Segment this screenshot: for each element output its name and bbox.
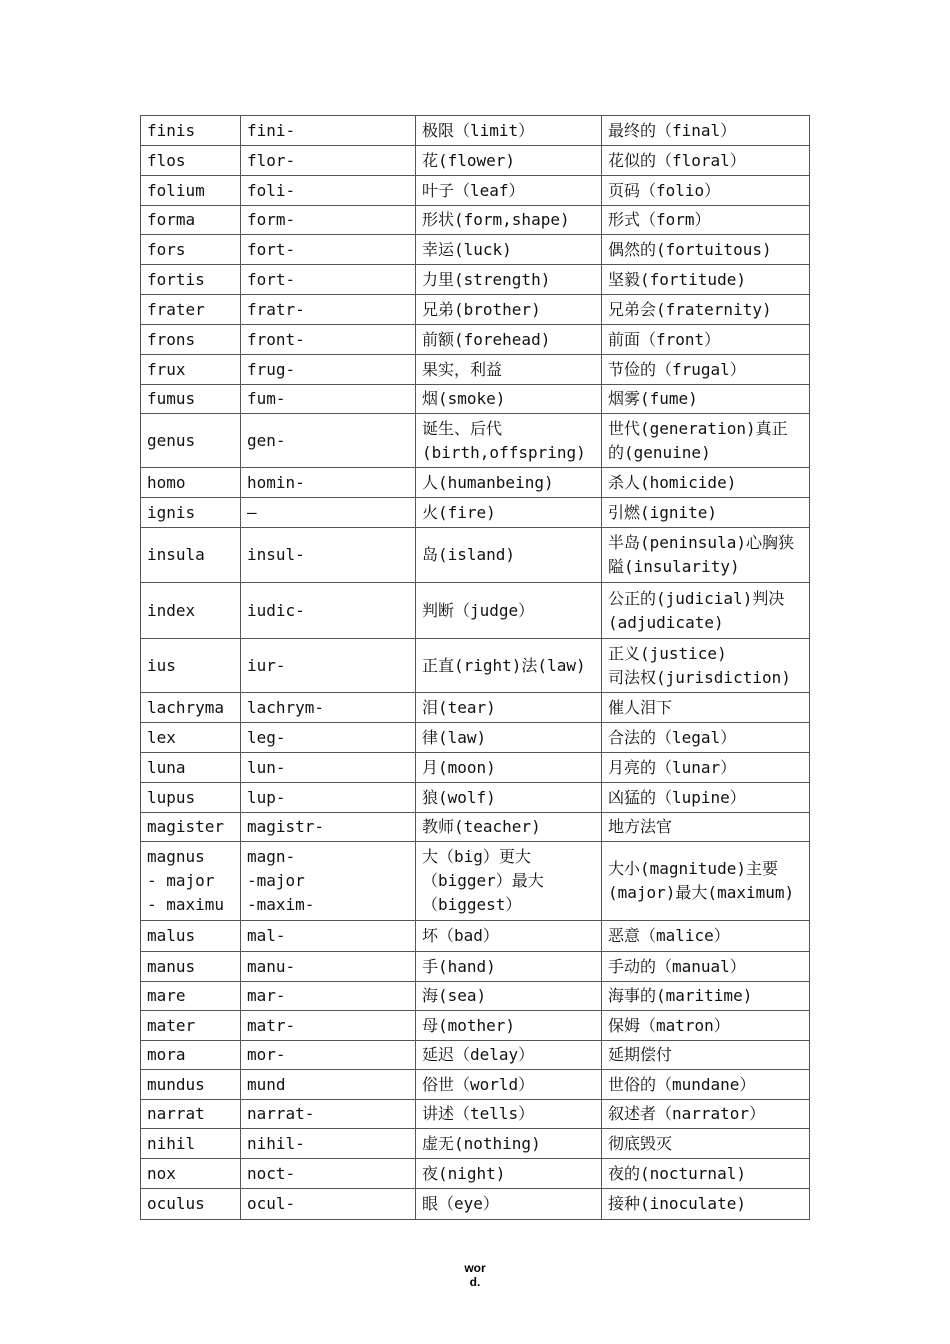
table-row — [141, 235, 810, 265]
cell-derivative: 世俗的（mundane） — [602, 1070, 810, 1100]
cell-meaning: 俗世（world） — [416, 1070, 602, 1100]
cell-meaning: 律(law) — [416, 723, 602, 753]
cell-root: — — [241, 498, 416, 528]
cell-root: gen- — [241, 414, 416, 468]
table-row — [141, 385, 810, 414]
cell-derivative: 前面（front） — [602, 325, 810, 355]
cell-meaning: 形状(form,shape) — [416, 206, 602, 235]
cell-root: narrat- — [241, 1100, 416, 1129]
cell-root: mal- — [241, 921, 416, 952]
table-row — [141, 753, 810, 783]
cell-root: frug- — [241, 355, 416, 385]
cell-latin-word: oculus — [141, 1189, 241, 1220]
cell-latin-word: frater — [141, 295, 241, 325]
cell-root: lun- — [241, 753, 416, 783]
table-row — [141, 265, 810, 295]
cell-latin-word: frons — [141, 325, 241, 355]
cell-meaning: 力里(strength) — [416, 265, 602, 295]
cell-meaning: 眼（eye） — [416, 1189, 602, 1220]
cell-meaning: 火(fire) — [416, 498, 602, 528]
cell-root: mar- — [241, 982, 416, 1011]
table-row — [141, 528, 810, 583]
cell-meaning: 叶子（leaf） — [416, 176, 602, 206]
cell-meaning: 判断（judge） — [416, 583, 602, 639]
vocabulary-table-body — [141, 116, 810, 1220]
cell-latin-word: nihil — [141, 1129, 241, 1159]
cell-derivative: 恶意（malice） — [602, 921, 810, 952]
cell-latin-word: folium — [141, 176, 241, 206]
cell-meaning: 夜(night) — [416, 1159, 602, 1189]
cell-root: iur- — [241, 639, 416, 693]
table-row — [141, 583, 810, 639]
table-row — [141, 783, 810, 813]
cell-derivative: 世代(generation)真正的(genuine) — [602, 414, 810, 468]
cell-latin-word: malus — [141, 921, 241, 952]
cell-latin-word: mora — [141, 1041, 241, 1070]
cell-root: lup- — [241, 783, 416, 813]
cell-latin-word: index — [141, 583, 241, 639]
cell-derivative: 海事的(maritime) — [602, 982, 810, 1011]
cell-latin-word: frux — [141, 355, 241, 385]
page-footer: wor d. — [464, 1261, 486, 1289]
table-row — [141, 639, 810, 693]
cell-meaning: 月(moon) — [416, 753, 602, 783]
cell-derivative: 地方法官 — [602, 813, 810, 842]
cell-root: flor- — [241, 146, 416, 176]
table-row — [141, 1159, 810, 1189]
cell-meaning: 诞生、后代 (birth,offspring) — [416, 414, 602, 468]
cell-meaning: 幸运(luck) — [416, 235, 602, 265]
cell-derivative: 保姆（matron） — [602, 1011, 810, 1041]
cell-latin-word: finis — [141, 116, 241, 146]
cell-derivative: 偶然的(fortuitous) — [602, 235, 810, 265]
cell-derivative: 大小(magnitude)主要(major)最大(maximum) — [602, 842, 810, 921]
cell-latin-word: nox — [141, 1159, 241, 1189]
table-row — [141, 1011, 810, 1041]
cell-meaning: 手(hand) — [416, 952, 602, 982]
table-row — [141, 1100, 810, 1129]
cell-meaning: 极限（limit） — [416, 116, 602, 146]
table-row — [141, 498, 810, 528]
cell-latin-word: ius — [141, 639, 241, 693]
cell-root: homin- — [241, 468, 416, 498]
table-row — [141, 176, 810, 206]
cell-root: noct- — [241, 1159, 416, 1189]
cell-root: front- — [241, 325, 416, 355]
cell-root: manu- — [241, 952, 416, 982]
cell-derivative: 催人泪下 — [602, 693, 810, 723]
cell-latin-word: homo — [141, 468, 241, 498]
cell-meaning: 烟(smoke) — [416, 385, 602, 414]
cell-meaning: 前额(forehead) — [416, 325, 602, 355]
cell-latin-word: flos — [141, 146, 241, 176]
cell-meaning: 讲述（tells） — [416, 1100, 602, 1129]
cell-root: foli- — [241, 176, 416, 206]
table-row — [141, 952, 810, 982]
cell-derivative: 最终的（final） — [602, 116, 810, 146]
cell-latin-word: lachryma — [141, 693, 241, 723]
cell-latin-word: ignis — [141, 498, 241, 528]
cell-meaning: 岛(island) — [416, 528, 602, 583]
cell-meaning: 大（big）更大 （bigger）最大 （biggest） — [416, 842, 602, 921]
cell-derivative: 正义(justice) 司法权(jurisdiction) — [602, 639, 810, 693]
cell-meaning: 果实，利益 — [416, 355, 602, 385]
cell-meaning: 狼(wolf) — [416, 783, 602, 813]
cell-latin-word: lex — [141, 723, 241, 753]
cell-latin-word: genus — [141, 414, 241, 468]
cell-meaning: 虚无(nothing) — [416, 1129, 602, 1159]
table-row — [141, 982, 810, 1011]
cell-derivative: 叙述者（narrator） — [602, 1100, 810, 1129]
cell-derivative: 杀人(homicide) — [602, 468, 810, 498]
cell-latin-word: manus — [141, 952, 241, 982]
cell-meaning: 兄弟(brother) — [416, 295, 602, 325]
table-row — [141, 146, 810, 176]
cell-latin-word: luna — [141, 753, 241, 783]
table-row — [141, 116, 810, 146]
cell-root: magn- -major -maxim- — [241, 842, 416, 921]
cell-root: nihil- — [241, 1129, 416, 1159]
cell-meaning: 人(humanbeing) — [416, 468, 602, 498]
cell-meaning: 母(mother) — [416, 1011, 602, 1041]
cell-root: iudic- — [241, 583, 416, 639]
cell-meaning: 教师(teacher) — [416, 813, 602, 842]
cell-derivative: 接种(inoculate) — [602, 1189, 810, 1220]
table-row — [141, 1129, 810, 1159]
cell-derivative: 坚毅(fortitude) — [602, 265, 810, 295]
cell-root: matr- — [241, 1011, 416, 1041]
cell-root: form- — [241, 206, 416, 235]
cell-derivative: 公正的(judicial)判决(adjudicate) — [602, 583, 810, 639]
table-row — [141, 468, 810, 498]
cell-derivative: 彻底毁灭 — [602, 1129, 810, 1159]
cell-derivative: 月亮的（lunar） — [602, 753, 810, 783]
cell-derivative: 手动的（manual） — [602, 952, 810, 982]
cell-root: lachrym- — [241, 693, 416, 723]
cell-meaning: 花(flower) — [416, 146, 602, 176]
cell-derivative: 页码（folio） — [602, 176, 810, 206]
table-row — [141, 842, 810, 921]
vocabulary-table — [140, 115, 810, 1220]
cell-derivative: 延期偿付 — [602, 1041, 810, 1070]
cell-root: magistr- — [241, 813, 416, 842]
table-row — [141, 813, 810, 842]
table-row — [141, 1070, 810, 1100]
table-row — [141, 723, 810, 753]
cell-derivative: 合法的（legal） — [602, 723, 810, 753]
cell-meaning: 正直(right)法(law) — [416, 639, 602, 693]
cell-latin-word: magister — [141, 813, 241, 842]
cell-latin-word: mare — [141, 982, 241, 1011]
cell-root: mund — [241, 1070, 416, 1100]
cell-root: fini- — [241, 116, 416, 146]
cell-meaning: 坏（bad） — [416, 921, 602, 952]
cell-root: leg- — [241, 723, 416, 753]
cell-derivative: 节俭的（frugal） — [602, 355, 810, 385]
cell-derivative: 形式（form） — [602, 206, 810, 235]
cell-latin-word: fumus — [141, 385, 241, 414]
cell-derivative: 引燃(ignite) — [602, 498, 810, 528]
cell-latin-word: insula — [141, 528, 241, 583]
table-row — [141, 325, 810, 355]
table-row — [141, 693, 810, 723]
cell-root: fratr- — [241, 295, 416, 325]
cell-latin-word: forma — [141, 206, 241, 235]
cell-root: ocul- — [241, 1189, 416, 1220]
table-row — [141, 295, 810, 325]
cell-root: fort- — [241, 235, 416, 265]
cell-root: mor- — [241, 1041, 416, 1070]
cell-derivative: 半岛(peninsula)心胸狭隘(insularity) — [602, 528, 810, 583]
cell-latin-word: mundus — [141, 1070, 241, 1100]
cell-derivative: 夜的(nocturnal) — [602, 1159, 810, 1189]
table-row — [141, 355, 810, 385]
cell-root: insul- — [241, 528, 416, 583]
cell-latin-word: fors — [141, 235, 241, 265]
table-row — [141, 1189, 810, 1220]
cell-derivative: 花似的（floral） — [602, 146, 810, 176]
cell-derivative: 凶猛的（lupine） — [602, 783, 810, 813]
cell-latin-word: narrat — [141, 1100, 241, 1129]
table-row — [141, 206, 810, 235]
table-row — [141, 1041, 810, 1070]
cell-latin-word: magnus - major - maximu — [141, 842, 241, 921]
cell-root: fum- — [241, 385, 416, 414]
cell-latin-word: mater — [141, 1011, 241, 1041]
cell-derivative: 烟雾(fume) — [602, 385, 810, 414]
cell-meaning: 延迟（delay） — [416, 1041, 602, 1070]
table-row — [141, 414, 810, 468]
table-row — [141, 921, 810, 952]
cell-meaning: 海(sea) — [416, 982, 602, 1011]
cell-derivative: 兄弟会(fraternity) — [602, 295, 810, 325]
cell-latin-word: fortis — [141, 265, 241, 295]
cell-latin-word: lupus — [141, 783, 241, 813]
cell-root: fort- — [241, 265, 416, 295]
cell-meaning: 泪(tear) — [416, 693, 602, 723]
